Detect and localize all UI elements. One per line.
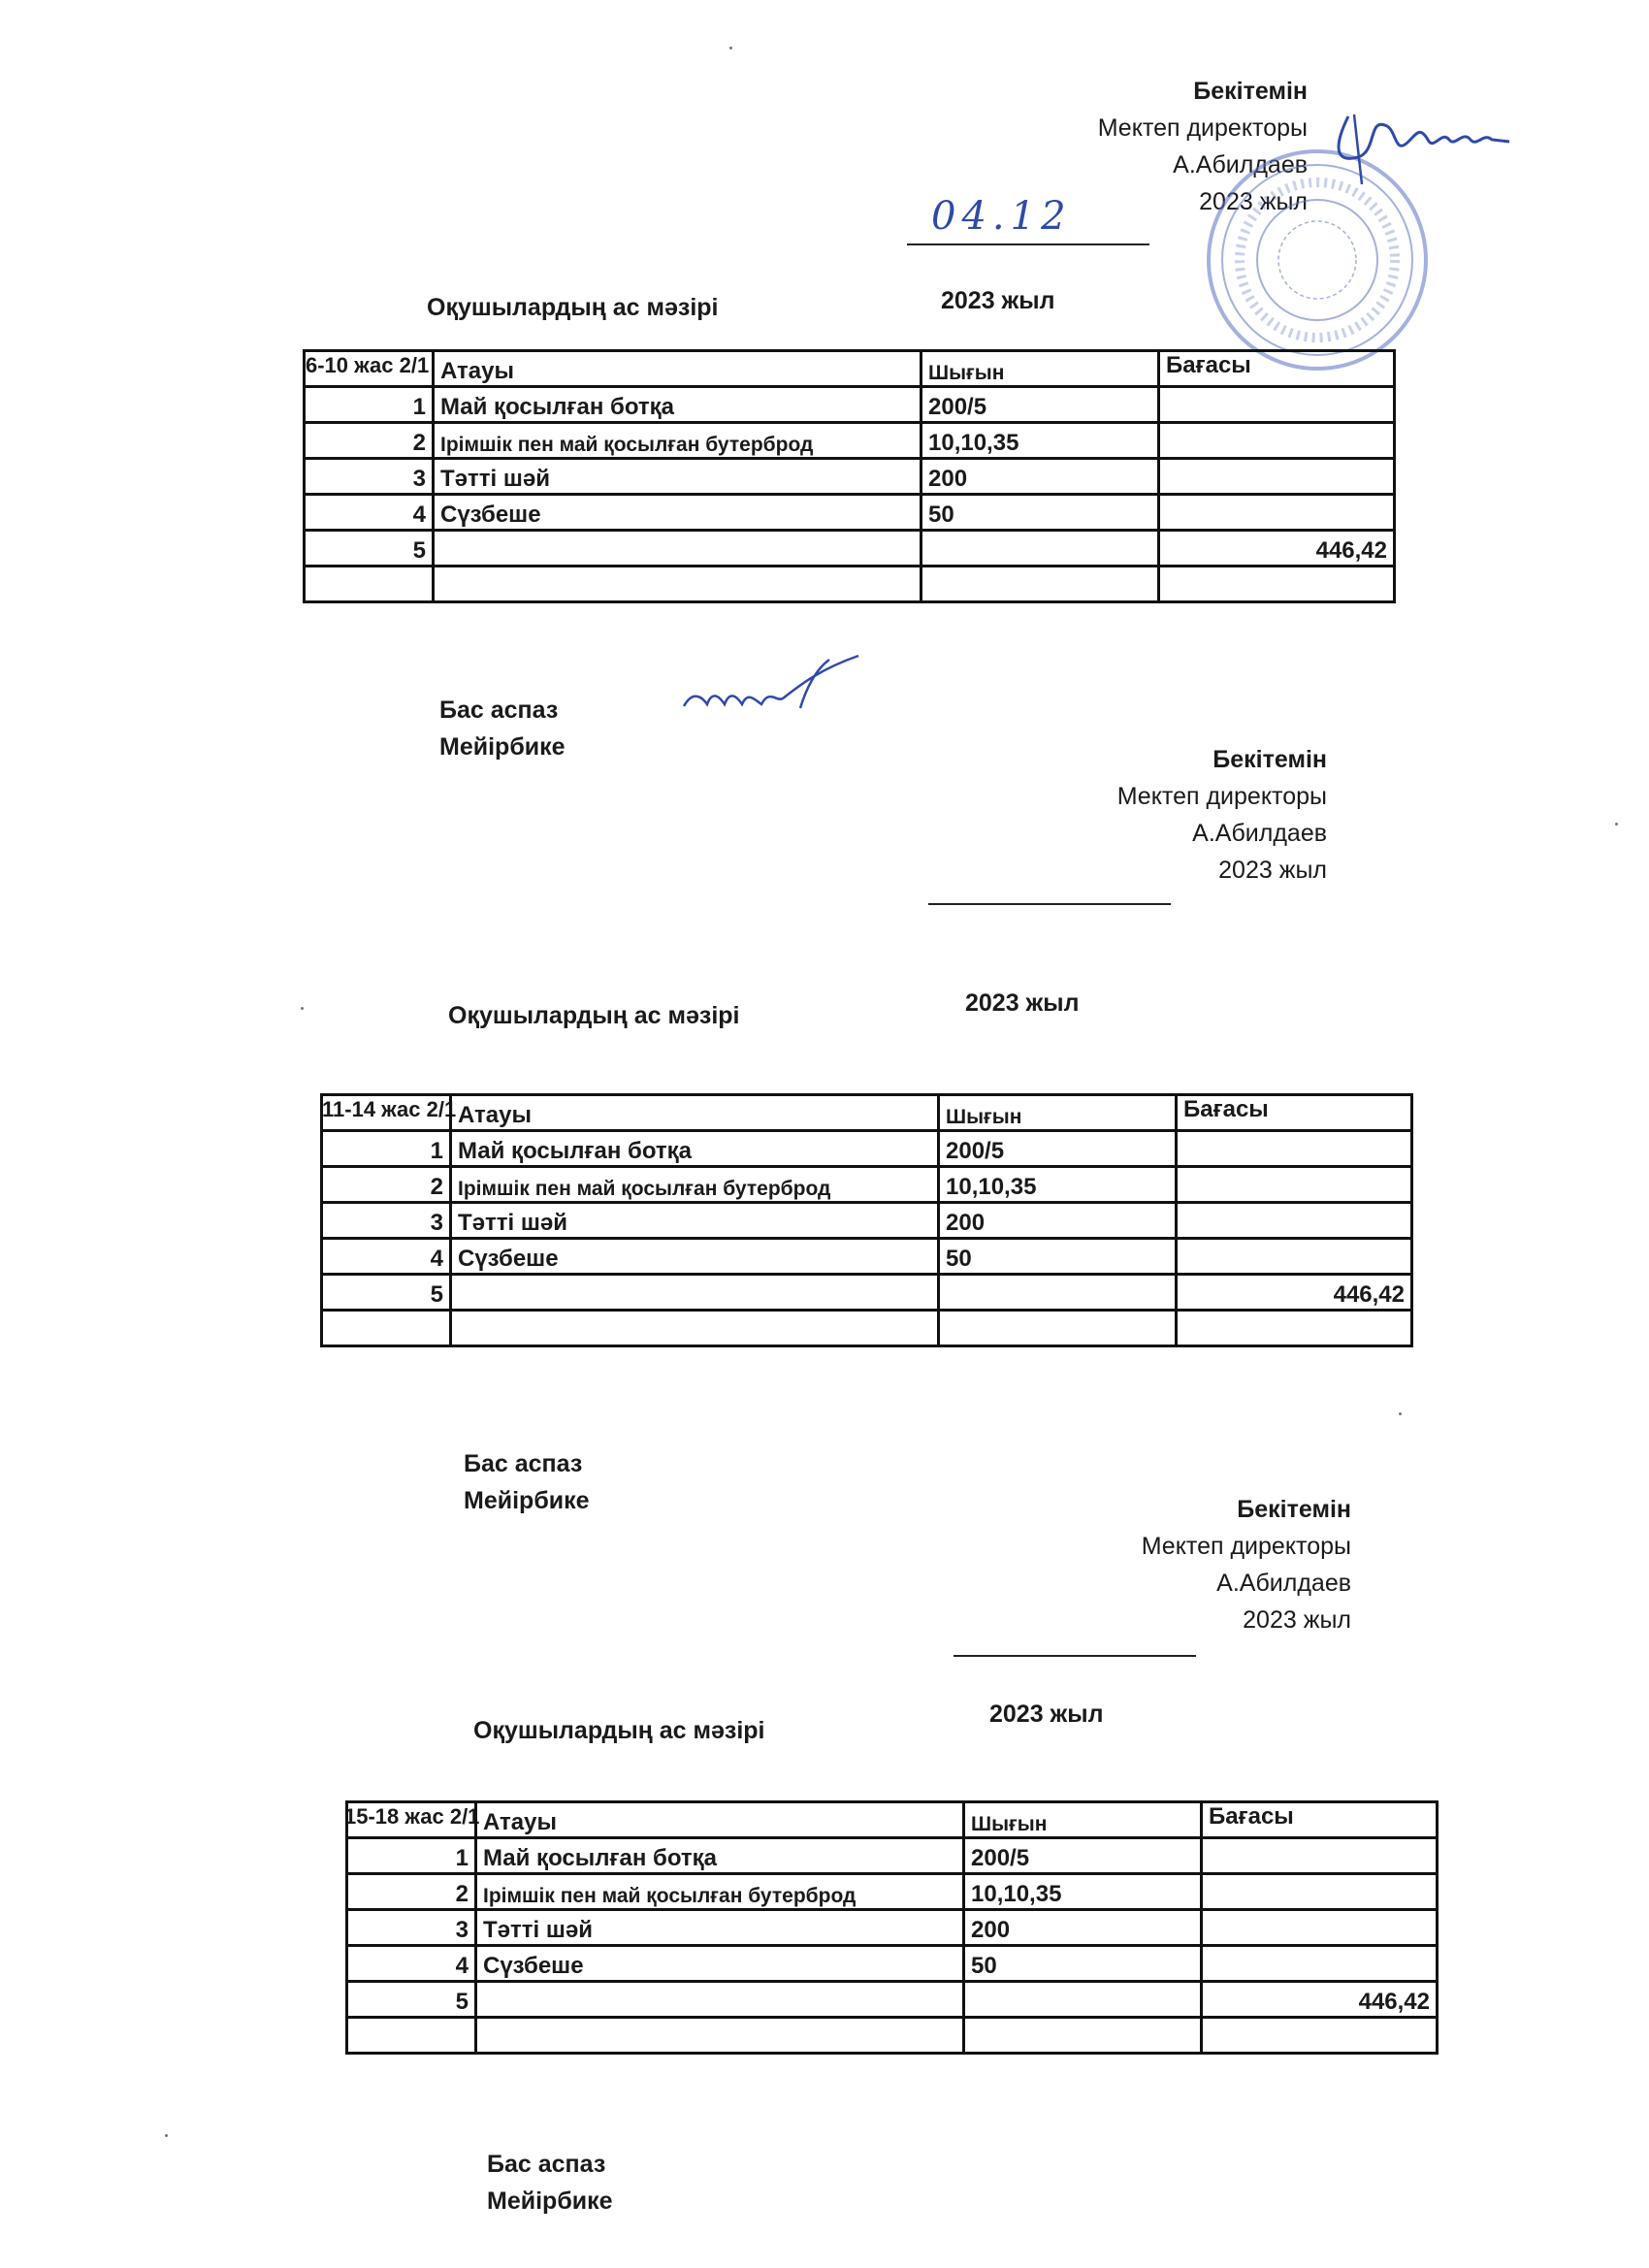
approve-label: Бекітемін: [1212, 746, 1327, 773]
total-price: 446,42: [1202, 1982, 1438, 2018]
header-price: Бағасы: [1177, 1095, 1412, 1131]
nurse-label: Мейірбике: [464, 1487, 590, 1514]
menu-table: [320, 1093, 1413, 1347]
table-row: 4 Сүзбеше 50: [305, 495, 1395, 531]
chef-label: Бас аспаз: [464, 1450, 583, 1477]
menu-title-year: 2023 жыл: [989, 1701, 1104, 1728]
menu-title: Оқушылардың ас мәзірі: [473, 1717, 765, 1744]
table-header-row: [347, 1802, 1438, 1838]
staff-block: [439, 692, 566, 765]
total-price: 446,42: [1159, 531, 1395, 567]
table-row: [322, 1311, 1412, 1346]
menu-title: Оқушылардың ас мәзірі: [448, 1002, 740, 1029]
approve-label: Бекітемін: [1193, 78, 1308, 105]
age-group: 6-10 жас 2/1: [306, 353, 430, 377]
handwritten-date: 04.12: [931, 194, 1072, 239]
scan-speck: [1399, 1412, 1402, 1415]
table-row: 1 Май қосылған ботқа 200/5: [347, 1838, 1438, 1874]
table-row: 5 446,42: [322, 1275, 1412, 1311]
age-group: 11-14 жас 2/1: [322, 1097, 457, 1121]
menu-title: Оқушылардың ас мәзірі: [427, 294, 719, 321]
director-name: А.Абилдаев: [1216, 1570, 1351, 1597]
table-header-row: [305, 351, 1395, 387]
nurse-label: Мейірбике: [487, 2187, 613, 2215]
age-group: 15-18 жас 2/1: [344, 1804, 480, 1829]
table-row: 1 Май қосылған ботқа 200/5: [305, 387, 1395, 423]
chef-label: Бас аспаз: [487, 2151, 606, 2178]
table-row: 5 446,42: [347, 1982, 1438, 2018]
header-price: Бағасы: [1159, 351, 1395, 387]
table-row: 4 Сүзбеше 50: [322, 1239, 1412, 1275]
signature-line: [928, 903, 1171, 905]
director-signature-icon: [1319, 97, 1513, 184]
table-row: 5 446,42: [305, 531, 1395, 567]
approval-block: [1091, 1491, 1351, 1638]
header-qty: Шығын: [939, 1095, 1177, 1131]
menu-title-year: 2023 жыл: [965, 989, 1080, 1017]
approval-year: 2023 жыл: [1243, 1606, 1351, 1634]
director-role: Мектеп директоры: [1116, 783, 1327, 810]
header-qty: Шығын: [964, 1802, 1202, 1838]
header-qty: Шығын: [922, 351, 1159, 387]
approval-year: 2023 жыл: [1199, 188, 1308, 215]
table-row: 2 Ірімшік пен май қосылған бутерброд 10,10,35: [305, 423, 1395, 459]
signature-line: [954, 1655, 1196, 1657]
scan-speck: [1615, 823, 1618, 826]
table-row: 2 Ірімшік пен май қосылған бутерброд 10,10,35: [347, 1874, 1438, 1910]
table-row: 3 Тәтті шәй 200: [305, 459, 1395, 495]
approve-label: Бекітемін: [1237, 1496, 1351, 1523]
menu-table: [345, 1800, 1439, 2055]
header-price: Бағасы: [1202, 1802, 1438, 1838]
menu-title-year: 2023 жыл: [941, 287, 1055, 314]
director-name: А.Абилдаев: [1173, 151, 1308, 178]
director-name: А.Абилдаев: [1192, 820, 1327, 847]
staff-block: [464, 1445, 590, 1519]
signature-line: [907, 243, 1149, 245]
total-price: 446,42: [1177, 1275, 1412, 1311]
table-row: [305, 567, 1395, 602]
header-name: Атауы: [434, 351, 922, 387]
table-row: 3 Тәтті шәй 200: [347, 1910, 1438, 1946]
table-row: 3 Тәтті шәй 200: [322, 1203, 1412, 1239]
table-row: 2 Ірімшік пен май қосылған бутерброд 10,10,35: [322, 1167, 1412, 1203]
chef-signature-icon: [674, 650, 868, 718]
table-header-row: [322, 1095, 1412, 1131]
chef-label: Бас аспаз: [439, 697, 559, 724]
table-row: 4 Сүзбеше 50: [347, 1946, 1438, 1982]
table-row: 1 Май қосылған ботқа 200/5: [322, 1131, 1412, 1167]
approval-block: [1067, 741, 1327, 889]
scan-speck: [301, 1007, 304, 1010]
table-row: [347, 2018, 1438, 2054]
header-name: Атауы: [476, 1802, 964, 1838]
approval-year: 2023 жыл: [1218, 857, 1327, 884]
staff-block: [487, 2146, 613, 2219]
scan-speck: [165, 2134, 168, 2137]
director-role: Мектеп директоры: [1097, 114, 1308, 142]
scan-speck: [729, 47, 732, 49]
header-name: Атауы: [451, 1095, 939, 1131]
director-role: Мектеп директоры: [1141, 1533, 1351, 1560]
nurse-label: Мейірбике: [439, 733, 566, 761]
menu-table: [303, 349, 1396, 603]
